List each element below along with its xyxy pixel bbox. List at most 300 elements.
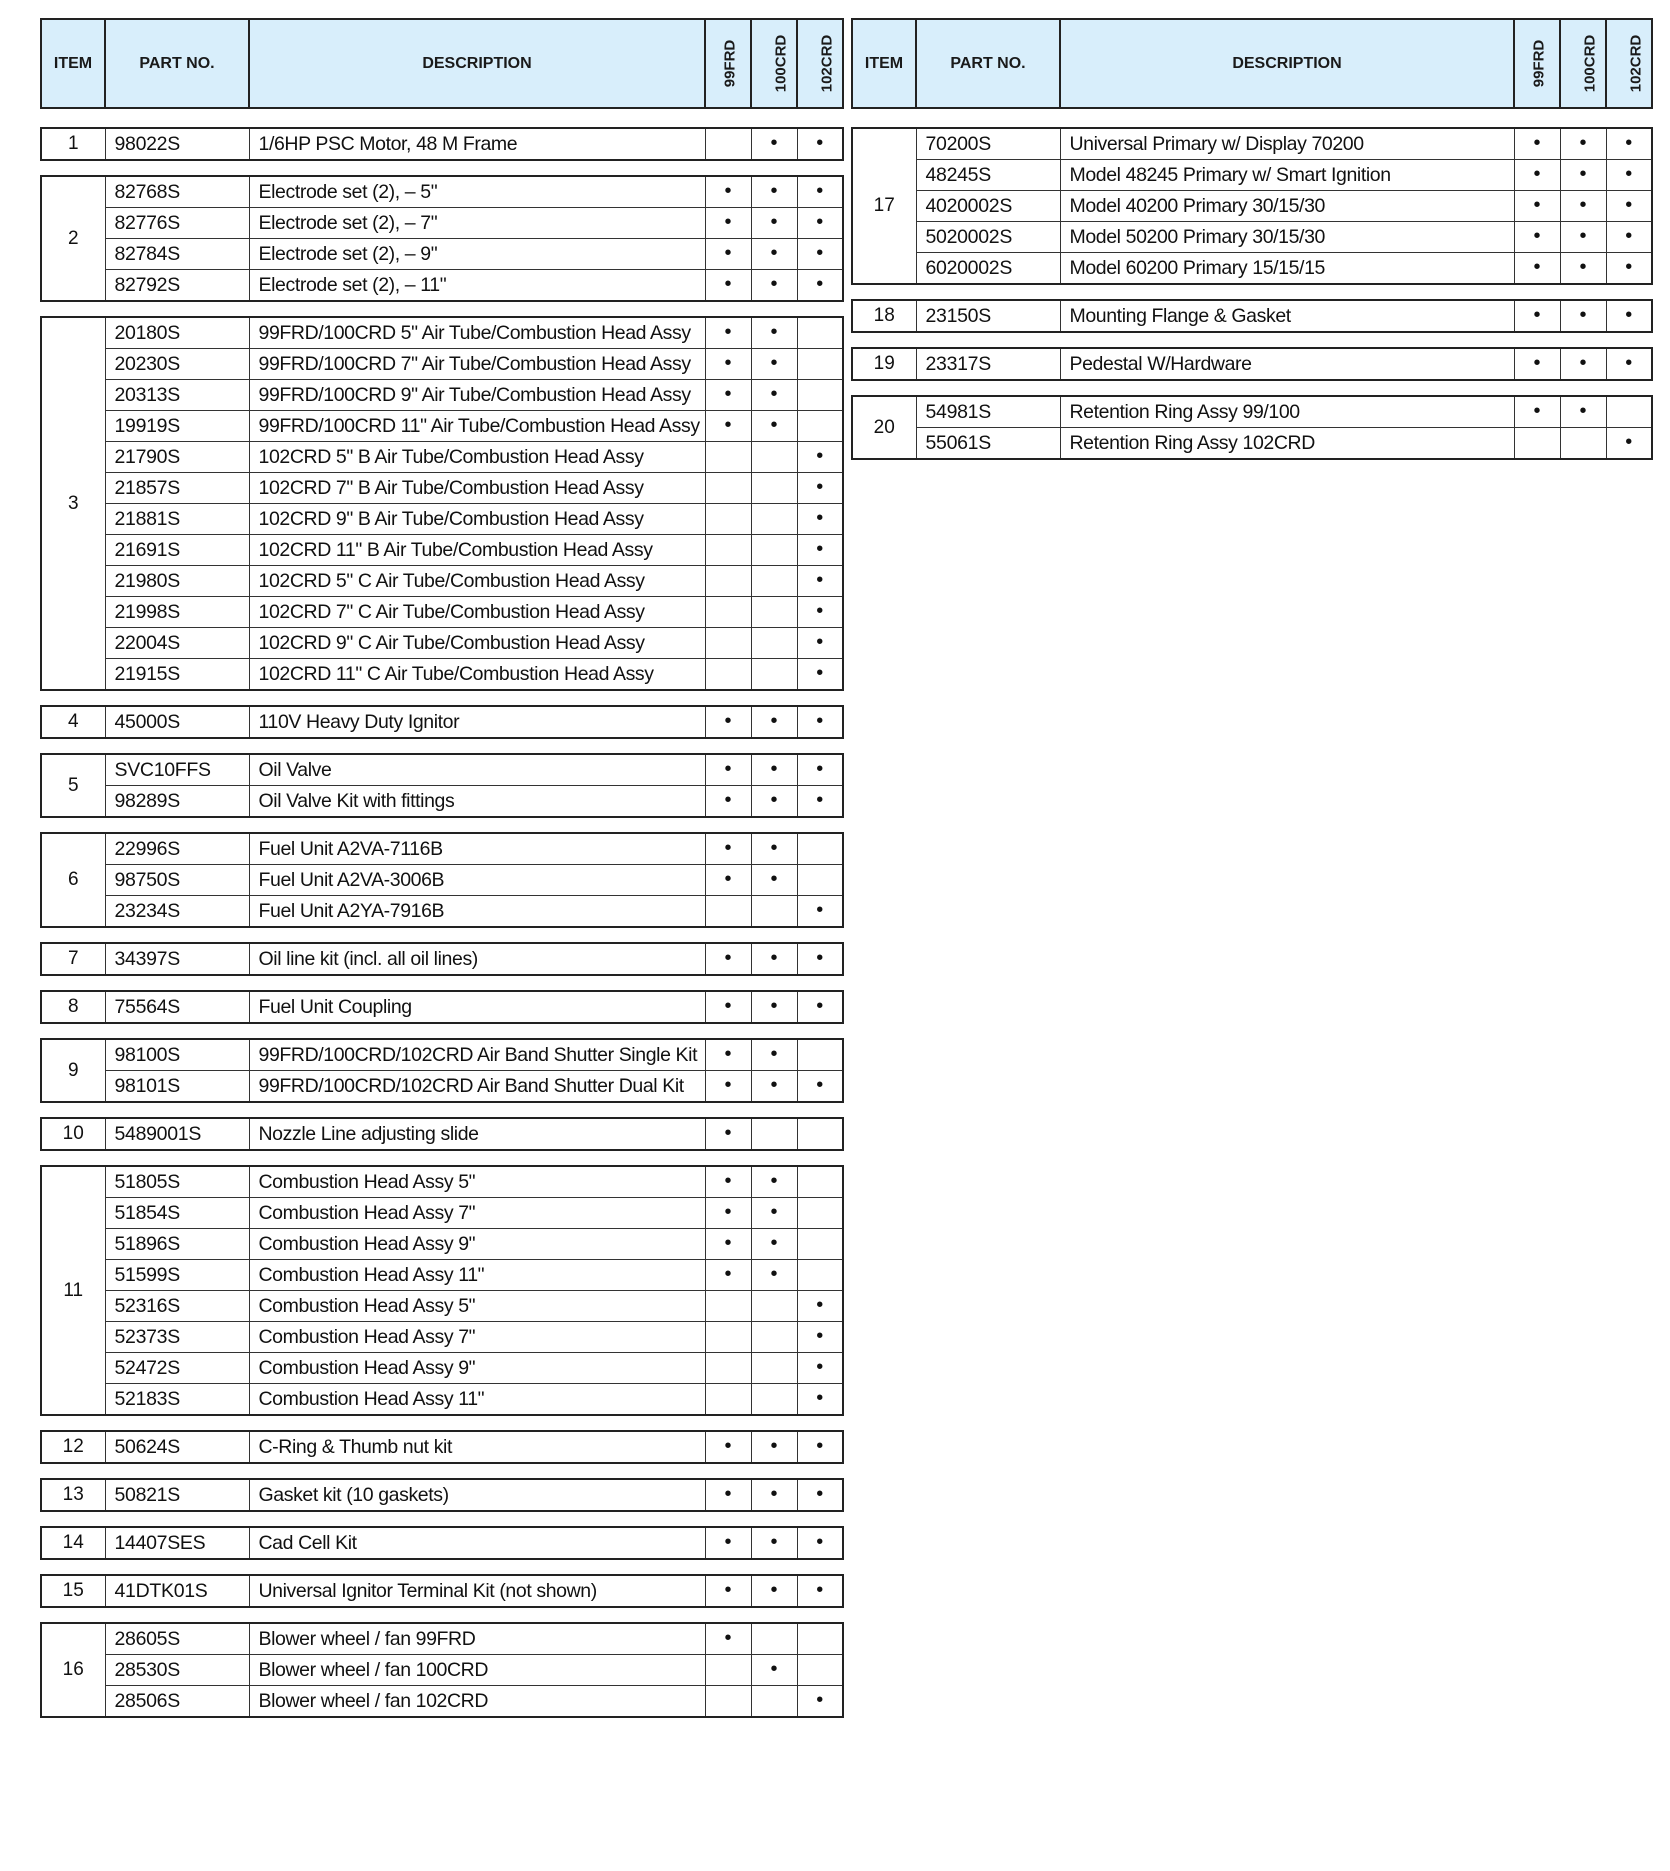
compat-cell — [797, 411, 843, 442]
compat-cell — [1560, 128, 1606, 160]
table-row — [41, 754, 843, 786]
group-table — [40, 1478, 844, 1512]
compat-cell — [705, 896, 751, 928]
compat-cell — [751, 1686, 797, 1718]
table-row — [41, 504, 843, 535]
compat-bullet: • — [816, 994, 824, 1017]
compat-cell — [1560, 160, 1606, 191]
group-table — [851, 299, 1653, 333]
compat-bullet: • — [770, 1169, 778, 1192]
group-table — [40, 832, 844, 928]
part-description: Fuel Unit A2VA-7116B — [249, 833, 705, 865]
part-number: 19919S — [105, 411, 249, 442]
compat-bullet: • — [770, 757, 778, 780]
compat-cell — [751, 1118, 797, 1150]
part-number: 51854S — [105, 1198, 249, 1229]
item-number: 12 — [41, 1431, 105, 1463]
compat-bullet: • — [724, 757, 732, 780]
group-table — [40, 316, 844, 691]
part-number: 5489001S — [105, 1118, 249, 1150]
compat-cell — [1514, 191, 1560, 222]
part-description: Oil line kit (incl. all oil lines) — [249, 943, 705, 975]
compat-bullet: • — [770, 1231, 778, 1254]
table-row — [852, 222, 1652, 253]
part-description: Combustion Head Assy 11" — [249, 1260, 705, 1291]
compat-bullet: • — [1625, 131, 1633, 154]
part-description: Blower wheel / fan 100CRD — [249, 1655, 705, 1686]
item-group — [40, 127, 844, 161]
compat-bullet: • — [724, 1530, 732, 1553]
compat-cell — [705, 176, 751, 208]
part-description: Blower wheel / fan 99FRD — [249, 1623, 705, 1655]
compat-bullet: • — [1579, 162, 1587, 185]
compat-bullet: • — [816, 1530, 824, 1553]
table-header — [40, 18, 844, 109]
header-model-102crd — [797, 19, 843, 108]
compat-bullet: • — [816, 1355, 824, 1378]
compat-cell — [751, 411, 797, 442]
item-group — [40, 1526, 844, 1560]
compat-bullet: • — [724, 1482, 732, 1505]
compat-cell — [705, 1071, 751, 1103]
compat-cell — [797, 1118, 843, 1150]
compat-cell — [797, 943, 843, 975]
compat-cell — [1514, 396, 1560, 428]
compat-bullet: • — [724, 1073, 732, 1096]
compat-bullet: • — [724, 1262, 732, 1285]
compat-cell — [705, 991, 751, 1023]
table-row — [41, 1322, 843, 1353]
compat-bullet: • — [816, 788, 824, 811]
compat-bullet: • — [724, 1434, 732, 1457]
part-number: 82784S — [105, 239, 249, 270]
compat-bullet: • — [816, 946, 824, 969]
part-number: 98750S — [105, 865, 249, 896]
table-row — [41, 566, 843, 597]
part-description: Fuel Unit A2YA-7916B — [249, 896, 705, 928]
compat-bullet: • — [1625, 430, 1633, 453]
part-description: Blower wheel / fan 102CRD — [249, 1686, 705, 1718]
header-item: ITEM — [852, 19, 916, 108]
compat-cell — [797, 1527, 843, 1559]
compat-cell — [1514, 428, 1560, 460]
compat-cell — [705, 659, 751, 691]
part-number: 22996S — [105, 833, 249, 865]
compat-cell — [797, 1655, 843, 1686]
compat-cell — [705, 1686, 751, 1718]
table-row — [41, 1198, 843, 1229]
compat-cell — [705, 1322, 751, 1353]
item-group — [40, 990, 844, 1024]
part-number: 20313S — [105, 380, 249, 411]
part-number: 22004S — [105, 628, 249, 659]
compat-cell — [1514, 128, 1560, 160]
part-description: Combustion Head Assy 5" — [249, 1166, 705, 1198]
compat-bullet: • — [724, 994, 732, 1017]
header-part-no: PART NO. — [105, 19, 249, 108]
compat-bullet: • — [770, 179, 778, 202]
compat-cell — [1606, 160, 1652, 191]
compat-cell — [751, 535, 797, 566]
header-model-label: 100CRD — [1581, 34, 1599, 92]
compat-bullet: • — [1533, 224, 1541, 247]
group-table — [40, 705, 844, 739]
compat-cell — [751, 1322, 797, 1353]
parts-table-left — [40, 18, 844, 1718]
compat-bullet: • — [770, 413, 778, 436]
compat-bullet: • — [816, 210, 824, 233]
compat-cell — [751, 659, 797, 691]
compat-bullet: • — [1533, 399, 1541, 422]
compat-cell — [705, 1039, 751, 1071]
compat-cell — [751, 1575, 797, 1607]
part-description: 102CRD 9" B Air Tube/Combustion Head Assy — [249, 504, 705, 535]
compat-bullet: • — [724, 946, 732, 969]
compat-cell — [797, 1575, 843, 1607]
table-row — [41, 1166, 843, 1198]
part-description: 110V Heavy Duty Ignitor — [249, 706, 705, 738]
compat-bullet: • — [1625, 162, 1633, 185]
right-item-groups — [851, 127, 1653, 460]
compat-bullet: • — [1579, 303, 1587, 326]
compat-bullet: • — [724, 1200, 732, 1223]
compat-cell — [751, 597, 797, 628]
table-row — [41, 943, 843, 975]
compat-cell — [705, 865, 751, 896]
compat-cell — [1514, 160, 1560, 191]
header-model-100crd — [1560, 19, 1606, 108]
compat-bullet: • — [816, 757, 824, 780]
compat-bullet: • — [1533, 193, 1541, 216]
compat-cell — [751, 754, 797, 786]
compat-bullet: • — [770, 1200, 778, 1223]
part-number: 21691S — [105, 535, 249, 566]
part-number: 28506S — [105, 1686, 249, 1718]
part-description: Fuel Unit Coupling — [249, 991, 705, 1023]
compat-bullet: • — [770, 1578, 778, 1601]
part-number: 51599S — [105, 1260, 249, 1291]
parts-table-right — [851, 18, 1653, 460]
compat-cell — [705, 349, 751, 380]
table-row — [41, 442, 843, 473]
compat-cell — [797, 865, 843, 896]
group-table — [40, 1622, 844, 1718]
compat-cell — [751, 504, 797, 535]
compat-cell — [705, 1575, 751, 1607]
compat-bullet: • — [816, 506, 824, 529]
part-description: 102CRD 5" B Air Tube/Combustion Head Assy — [249, 442, 705, 473]
compat-bullet: • — [724, 1578, 732, 1601]
compat-cell — [705, 270, 751, 302]
compat-bullet: • — [816, 1688, 824, 1711]
compat-bullet: • — [724, 351, 732, 374]
compat-cell — [751, 786, 797, 818]
compat-bullet: • — [1533, 131, 1541, 154]
compat-cell — [797, 473, 843, 504]
compat-cell — [705, 943, 751, 975]
table-row — [41, 833, 843, 865]
compat-cell — [751, 128, 797, 160]
compat-bullet: • — [816, 1578, 824, 1601]
table-row — [852, 428, 1652, 460]
compat-cell — [751, 1431, 797, 1463]
compat-bullet: • — [1533, 351, 1541, 374]
header-description: DESCRIPTION — [1060, 19, 1514, 108]
compat-bullet: • — [770, 1657, 778, 1680]
compat-cell — [751, 239, 797, 270]
group-table — [40, 175, 844, 302]
compat-cell — [1606, 191, 1652, 222]
compat-bullet: • — [724, 413, 732, 436]
part-description: Combustion Head Assy 11" — [249, 1384, 705, 1416]
table-row — [41, 786, 843, 818]
compat-cell — [705, 754, 751, 786]
part-description: Universal Ignitor Terminal Kit (not shown) — [249, 1575, 705, 1607]
item-number: 10 — [41, 1118, 105, 1150]
header-model-label: 102CRD — [1627, 34, 1645, 92]
compat-bullet: • — [816, 630, 824, 653]
compat-bullet: • — [816, 1324, 824, 1347]
item-number: 1 — [41, 128, 105, 160]
compat-cell — [751, 865, 797, 896]
header-model-label: 102CRD — [818, 34, 836, 92]
compat-bullet: • — [770, 836, 778, 859]
table-row — [41, 706, 843, 738]
part-number: 28530S — [105, 1655, 249, 1686]
compat-cell — [797, 1686, 843, 1718]
compat-bullet: • — [1533, 255, 1541, 278]
part-number: 20180S — [105, 317, 249, 349]
compat-bullet: • — [816, 1386, 824, 1409]
compat-cell — [797, 442, 843, 473]
table-row — [41, 535, 843, 566]
left-item-groups — [40, 127, 844, 1718]
compat-cell — [705, 1353, 751, 1384]
part-description: Combustion Head Assy 9" — [249, 1229, 705, 1260]
part-description: Combustion Head Assy 7" — [249, 1322, 705, 1353]
part-number: 34397S — [105, 943, 249, 975]
compat-cell — [1560, 300, 1606, 332]
compat-cell — [1606, 396, 1652, 428]
part-number: 5020002S — [916, 222, 1060, 253]
item-group — [40, 942, 844, 976]
compat-cell — [797, 1431, 843, 1463]
compat-cell — [797, 1384, 843, 1416]
compat-cell — [751, 270, 797, 302]
compat-cell — [797, 706, 843, 738]
compat-cell — [705, 1166, 751, 1198]
compat-cell — [751, 1479, 797, 1511]
compat-bullet: • — [724, 179, 732, 202]
table-row — [41, 1039, 843, 1071]
part-description: 1/6HP PSC Motor, 48 M Frame — [249, 128, 705, 160]
compat-cell — [1560, 348, 1606, 380]
compat-bullet: • — [770, 1073, 778, 1096]
header-item: ITEM — [41, 19, 105, 108]
table-row — [41, 270, 843, 302]
compat-cell — [797, 1322, 843, 1353]
part-number: 6020002S — [916, 253, 1060, 285]
part-number: 54981S — [916, 396, 1060, 428]
item-group — [851, 127, 1653, 285]
part-description: 102CRD 9" C Air Tube/Combustion Head Assy — [249, 628, 705, 659]
item-group — [40, 1038, 844, 1103]
compat-cell — [797, 1198, 843, 1229]
table-row — [41, 1527, 843, 1559]
part-number: 82776S — [105, 208, 249, 239]
part-description: Oil Valve — [249, 754, 705, 786]
table-row — [41, 317, 843, 349]
compat-cell — [705, 535, 751, 566]
compat-cell — [1606, 428, 1652, 460]
compat-cell — [751, 991, 797, 1023]
compat-cell — [797, 597, 843, 628]
compat-bullet: • — [770, 272, 778, 295]
table-row — [852, 396, 1652, 428]
compat-cell — [705, 628, 751, 659]
part-number: 21915S — [105, 659, 249, 691]
compat-cell — [797, 628, 843, 659]
compat-bullet: • — [816, 898, 824, 921]
part-number: 28605S — [105, 1623, 249, 1655]
compat-cell — [1606, 128, 1652, 160]
compat-bullet: • — [816, 272, 824, 295]
compat-cell — [751, 896, 797, 928]
part-number: 50821S — [105, 1479, 249, 1511]
compat-cell — [751, 442, 797, 473]
item-number: 15 — [41, 1575, 105, 1607]
part-number: 52316S — [105, 1291, 249, 1322]
compat-bullet: • — [816, 444, 824, 467]
part-number: 51896S — [105, 1229, 249, 1260]
part-description: 99FRD/100CRD/102CRD Air Band Shutter Single Kit — [249, 1039, 705, 1071]
item-number: 11 — [41, 1166, 105, 1415]
part-description: 102CRD 7" C Air Tube/Combustion Head Assy — [249, 597, 705, 628]
compat-cell — [705, 1431, 751, 1463]
item-number: 19 — [852, 348, 916, 380]
compat-cell — [751, 706, 797, 738]
compat-cell — [751, 1198, 797, 1229]
compat-cell — [705, 597, 751, 628]
part-description: Electrode set (2), – 11" — [249, 270, 705, 302]
table-row — [41, 1353, 843, 1384]
part-description: Retention Ring Assy 102CRD — [1060, 428, 1514, 460]
item-number: 4 — [41, 706, 105, 738]
compat-bullet: • — [724, 1626, 732, 1649]
header-model-label: 99FRD — [1530, 39, 1548, 87]
compat-cell — [1514, 348, 1560, 380]
compat-cell — [797, 504, 843, 535]
compat-cell — [1514, 222, 1560, 253]
compat-cell — [797, 535, 843, 566]
table-row — [41, 1229, 843, 1260]
compat-cell — [1560, 428, 1606, 460]
compat-cell — [797, 991, 843, 1023]
compat-bullet: • — [1579, 255, 1587, 278]
part-description: 102CRD 11" C Air Tube/Combustion Head Assy — [249, 659, 705, 691]
compat-cell — [751, 380, 797, 411]
group-table — [851, 395, 1653, 460]
part-description: C-Ring & Thumb nut kit — [249, 1431, 705, 1463]
group-table — [40, 1430, 844, 1464]
part-description: Electrode set (2), – 9" — [249, 239, 705, 270]
item-group — [851, 299, 1653, 333]
table-row — [41, 597, 843, 628]
table-row — [41, 473, 843, 504]
part-number: 55061S — [916, 428, 1060, 460]
compat-cell — [751, 943, 797, 975]
group-table — [40, 942, 844, 976]
part-description: 102CRD 5" C Air Tube/Combustion Head Assy — [249, 566, 705, 597]
compat-bullet: • — [816, 1434, 824, 1457]
compat-cell — [1514, 300, 1560, 332]
compat-cell — [751, 1655, 797, 1686]
part-number: 48245S — [916, 160, 1060, 191]
part-description: Pedestal W/Hardware — [1060, 348, 1514, 380]
part-description: Model 48245 Primary w/ Smart Ignition — [1060, 160, 1514, 191]
compat-bullet: • — [1625, 193, 1633, 216]
table-row — [41, 349, 843, 380]
part-description: Universal Primary w/ Display 70200 — [1060, 128, 1514, 160]
table-row — [41, 1655, 843, 1686]
part-description: 99FRD/100CRD 7" Air Tube/Combustion Head Assy — [249, 349, 705, 380]
compat-cell — [797, 1166, 843, 1198]
compat-cell — [705, 1229, 751, 1260]
compat-bullet: • — [770, 1434, 778, 1457]
header-model-100crd — [751, 19, 797, 108]
part-number: 50624S — [105, 1431, 249, 1463]
part-number: 98022S — [105, 128, 249, 160]
compat-bullet: • — [816, 179, 824, 202]
header-model-102crd — [1606, 19, 1652, 108]
item-group — [40, 1478, 844, 1512]
part-description: Model 50200 Primary 30/15/30 — [1060, 222, 1514, 253]
compat-cell — [751, 1384, 797, 1416]
part-number: 98100S — [105, 1039, 249, 1071]
table-row — [852, 160, 1652, 191]
part-description: Electrode set (2), – 7" — [249, 208, 705, 239]
compat-bullet: • — [1625, 303, 1633, 326]
compat-cell — [751, 349, 797, 380]
compat-bullet: • — [1579, 399, 1587, 422]
compat-cell — [1606, 253, 1652, 285]
compat-cell — [705, 786, 751, 818]
part-description: 102CRD 11" B Air Tube/Combustion Head Assy — [249, 535, 705, 566]
part-description: 99FRD/100CRD 9" Air Tube/Combustion Head Assy — [249, 380, 705, 411]
compat-cell — [705, 411, 751, 442]
compat-cell — [705, 380, 751, 411]
compat-bullet: • — [770, 1262, 778, 1285]
compat-cell — [751, 1291, 797, 1322]
part-description: Nozzle Line adjusting slide — [249, 1118, 705, 1150]
compat-bullet: • — [1579, 224, 1587, 247]
compat-bullet: • — [724, 1121, 732, 1144]
compat-bullet: • — [724, 272, 732, 295]
compat-bullet: • — [770, 788, 778, 811]
compat-cell — [751, 1039, 797, 1071]
table-row — [41, 1384, 843, 1416]
part-number: 14407SES — [105, 1527, 249, 1559]
compat-bullet: • — [770, 241, 778, 264]
part-description: 99FRD/100CRD 5" Air Tube/Combustion Head Assy — [249, 317, 705, 349]
compat-cell — [751, 208, 797, 239]
compat-bullet: • — [1625, 351, 1633, 374]
part-description: Retention Ring Assy 99/100 — [1060, 396, 1514, 428]
compat-cell — [751, 1166, 797, 1198]
group-table — [40, 1038, 844, 1103]
part-number: 51805S — [105, 1166, 249, 1198]
group-table — [40, 990, 844, 1024]
